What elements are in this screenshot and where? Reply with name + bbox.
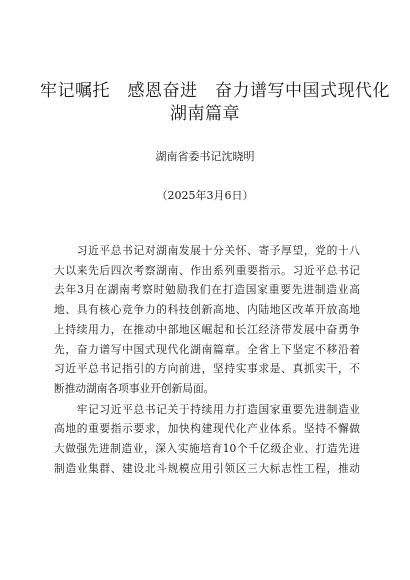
article-date: （2025年3月6日）: [156, 189, 254, 202]
article-title: [40, 80, 390, 126]
paragraph-line: 牢记习近平总书记关于持续用力打造国家重要先进制造业: [54, 402, 360, 416]
paragraph-2: [54, 400, 360, 479]
article-title-line-1: 牢记嘱托 感恩奋进 奋力谱写中国式现代化: [40, 81, 390, 101]
paragraph-line: 习近平总书记指引的方向前进，坚持实事求是、真抓实干，不: [54, 362, 360, 376]
paragraph-line: 上持续用力，在推动中部地区崛起和长江经济带发展中奋勇争: [54, 322, 360, 336]
paragraph-line: 断推动湖南各项事业开创新局面。: [54, 381, 215, 395]
paragraph-line: 制造业集群、建设北斗规模应用引领区三大标志性工程，推动: [54, 461, 360, 475]
paragraph-line: 去年3月在湖南考察时勉励我们在打造国家重要先进制造业高: [54, 283, 360, 297]
paragraph-line: 先，奋力谱写中国式现代化湖南篇章。全省上下坚定不移沿着: [54, 342, 360, 356]
article-author: 湖南省委书记沈晓明: [155, 150, 255, 163]
paragraph-line: 习近平总书记对湖南发展十分关怀、寄予厚望，党的十八: [54, 244, 360, 257]
paragraph-line: 大做强先进制造业，深入实施培育10个千亿级企业、打造先进: [54, 442, 360, 456]
paragraph-line: 大以来先后四次考察湖南、作出系列重要指示。习近平总书记: [54, 263, 360, 277]
paragraph-line: 地、具有核心竞争力的科技创新高地、内陆地区改革开放高地: [54, 303, 360, 317]
paragraph-line: 高地的重要指示要求，加快构建现代化产业体系。坚持不懈做: [54, 422, 360, 436]
article-body: [54, 241, 360, 479]
article-title-line-2: 湖南篇章: [170, 104, 240, 124]
paragraph-1: [54, 241, 360, 399]
